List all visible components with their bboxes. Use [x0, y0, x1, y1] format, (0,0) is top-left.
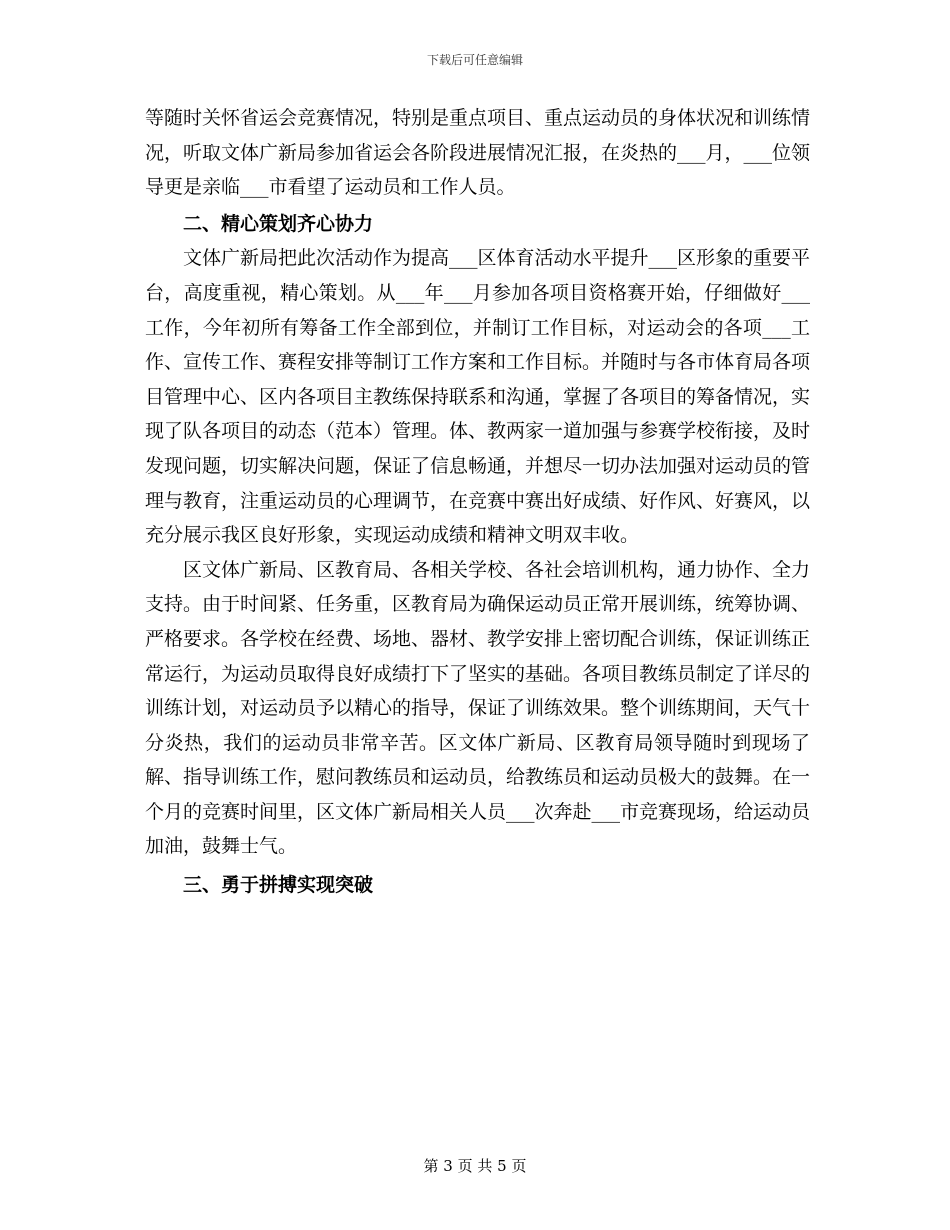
page-header-note: 下载后可任意编辑 — [426, 53, 523, 67]
paragraph-continuation: 等随时关怀省运会竞赛情况，特别是重点项目、重点运动员的身体状况和训练情况，听取文体广新局参加省运会各阶段进展情况汇报，在炎热的___月，___位领导更是亲临___市看望了运动员和工作人员。 — [145, 107, 811, 199]
page-number-footer: 第 3 页 共 5 页 — [423, 1157, 527, 1175]
section-heading-3: 三、勇于拼搏实现突破 — [183, 874, 374, 897]
paragraph-planning: 文体广新局把此次活动作为提高___区体育活动水平提升___区形象的重要平台，高度重视，精心策划。从___年___月参加各项目资格赛开始，仔细做好___工作，今年初所有筹备工作全部到位，并制订工作目标，对运动会的各项___工作、宣传工作、赛程安排等制订工作方案和工作目标。并随时与各市体育局各项目管理中心、区内各项目主教练保持联系和沟通，掌握了各项目的筹备情况，实现了队各项目的动态（范本）管理。体、教两家一道加强与参赛学校衔接，及时发现问题，切实解决问题，保证了信息畅通，并想尽一切办法加强对运动员的管理与教育，注重运动员的心理调节，在竞赛中赛出好成绩、好作风、好赛风，以充分展示我区良好形象，实现运动成绩和精神文明双丰收。 — [145, 247, 811, 547]
document-body — [145, 101, 810, 903]
section-heading-2: 二、精心策划齐心协力 — [183, 212, 374, 235]
paragraph-cooperation: 区文体广新局、区教育局、各相关学校、各社会培训机构，通力协作、全力支持。由于时间紧、任务重，区教育局为确保运动员正常开展训练，统筹协调、严格要求。各学校在经费、场地、器材、教学安排上密切配合训练，保证训练正常运行，为运动员取得良好成绩打下了坚实的基础。各项目教练员制定了详尽的训练计划，对运动员予以精心的指导，保证了训练效果。整个训练期间，天气十分炎热，我们的运动员非常辛苦。区文体广新局、区教育局领导随时到现场了解、指导训练工作，慰问教练员和运动员，给教练员和运动员极大的鼓舞。在一个月的竞赛时间里，区文体广新局相关人员___次奔赴___市竞赛现场，给运动员加油，鼓舞士气。 — [145, 558, 811, 858]
